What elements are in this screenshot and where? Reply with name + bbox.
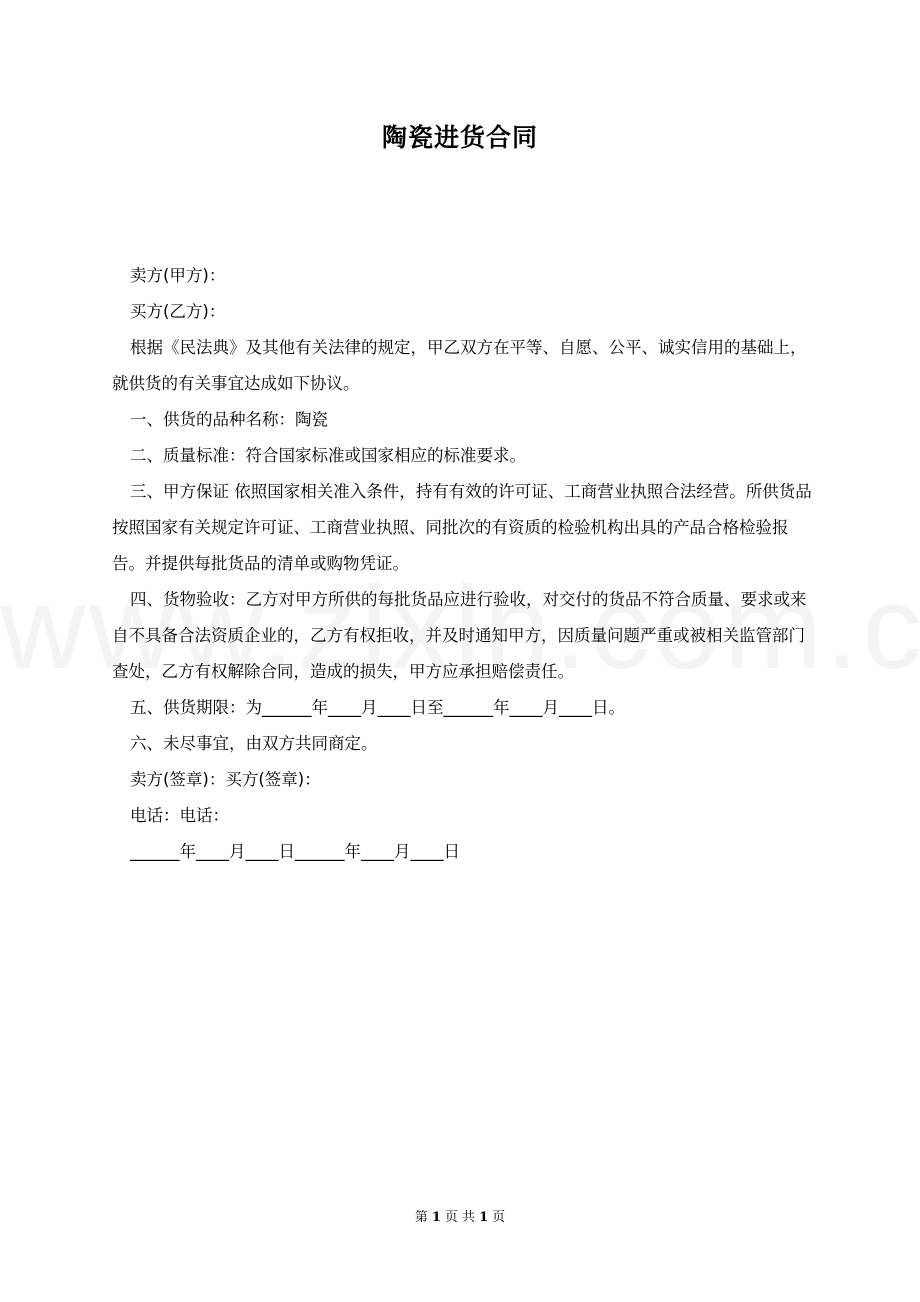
footer-total-pages: 1 bbox=[479, 1210, 489, 1225]
footer-page-number: 1 bbox=[431, 1210, 441, 1225]
clause-5-supply-period: 五、供货期限：为______年____月____日至______年____月____日。 bbox=[130, 698, 625, 717]
date-line: ______年____月____日______年____月____日 bbox=[130, 842, 460, 861]
clause-6-other-matters: 六、未尽事宜，由双方共同商定。 bbox=[130, 734, 378, 753]
document-body bbox=[112, 258, 812, 870]
footer-prefix: 第 bbox=[414, 1210, 428, 1225]
document-title: 陶瓷进货合同 bbox=[381, 123, 538, 152]
signature-line: 卖方(签章)：买方(签章)： bbox=[130, 770, 321, 789]
footer-middle: 页 共 bbox=[444, 1210, 476, 1225]
seller-party-line: 卖方(甲方)： bbox=[130, 266, 226, 285]
page-footer bbox=[0, 1206, 920, 1225]
clause-2-quality-standard: 二、质量标准：符合国家标准或国家相应的标准要求。 bbox=[130, 446, 526, 465]
clause-3-seller-guarantee: 三、甲方保证 依照国家相关准入条件，持有有效的许可证、工商营业执照合法经营。所供货品按照国家有关规定许可证、工商营业执照、同批次的有资质的检验机构出具的产品合格检验报告。并提供每批货品的清单或购物凭证。 bbox=[112, 482, 812, 573]
clause-1-product-name: 一、供货的品种名称：陶瓷 bbox=[130, 410, 328, 429]
footer-suffix: 页 bbox=[492, 1210, 506, 1225]
clause-4-inspection: 四、货物验收：乙方对甲方所供的每批货品应进行验收，对交付的货品不符合质量、要求或来自不具备合法资质企业的，乙方有权拒收，并及时通知甲方，因质量问题严重或被相关监管部门查处，乙方有权解除合同，造成的损失，甲方应承担赔偿责任。 bbox=[112, 590, 807, 681]
preamble-paragraph: 根据《民法典》及其他有关法律的规定，甲乙双方在平等、自愿、公平、诚实信用的基础上，就供货的有关事宜达成如下协议。 bbox=[112, 338, 807, 393]
phone-line: 电话：电话： bbox=[130, 806, 229, 825]
buyer-party-line: 买方(乙方)： bbox=[130, 302, 226, 321]
